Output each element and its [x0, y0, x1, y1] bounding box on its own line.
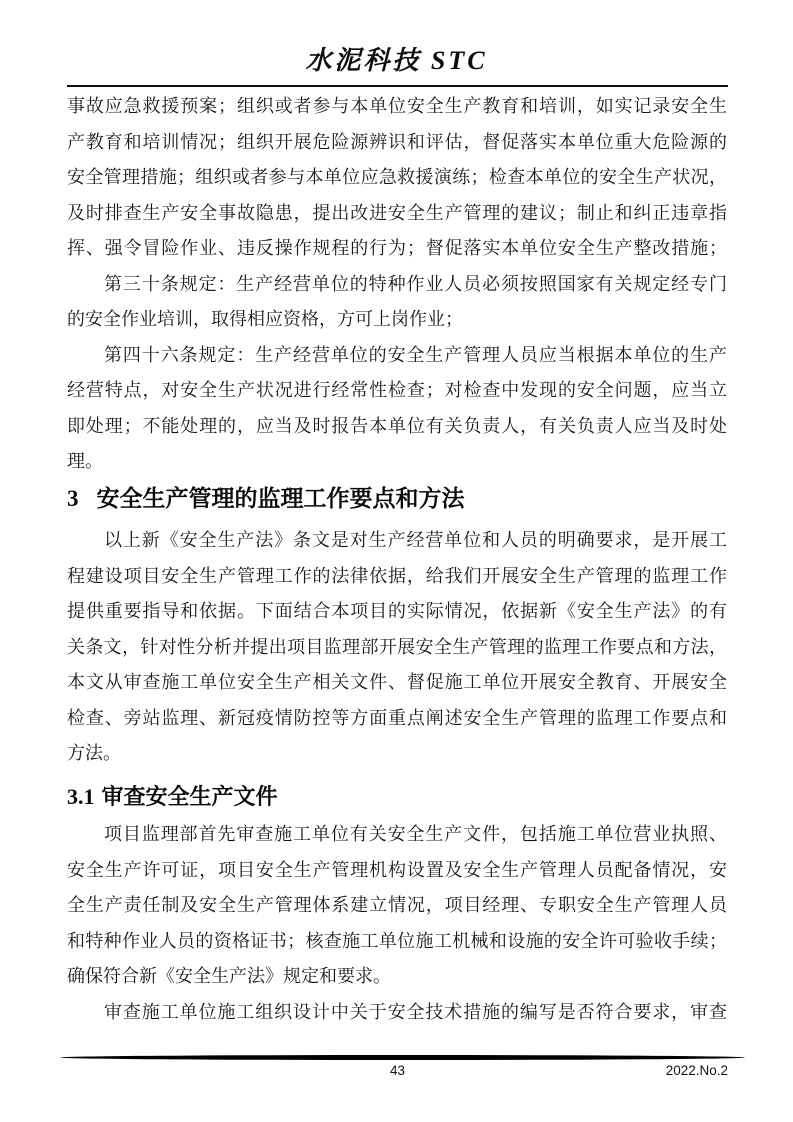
document-body [67, 89, 727, 1030]
body-line: 审查施工单位施工组织设计中关于安全技术措施的编写是否符合要求，审查 [104, 1001, 727, 1022]
body-line: 安全生产许可证，项目安全生产管理机构设置及安全生产管理人员配备情况，安 [67, 859, 727, 880]
section-number: 3.1 [67, 783, 95, 809]
section-title: 审查安全生产文件 [101, 783, 278, 809]
body-line: 项目监理部首先审查施工单位有关安全生产文件，包括施工单位营业执照、 [104, 824, 727, 844]
body-line: 产教育和培训情况；组织开展危险源辨识和评估，督促落实本单位重大危险源的 [67, 131, 727, 152]
body-line: 提供重要指导和依据。下面结合本项目的实际情况，依据新《安全生产法》的有 [67, 601, 727, 621]
body-line: 即处理；不能处理的，应当及时报告本单位有关负责人，有关负责人应当及时处 [67, 415, 727, 436]
body-line: 第四十六条规定：生产经营单位的安全生产管理人员应当根据本单位的生产 [104, 344, 727, 365]
body-line: 方法。 [67, 743, 121, 763]
page-header [0, 0, 793, 77]
body-line: 和特种作业人员的资格证书；核查施工单位施工机械和设施的安全许可验收手续； [67, 930, 727, 951]
header-rule [67, 85, 728, 87]
body-line: 安全管理措施；组织或者参与本单位应急救援演练；检查本单位的安全生产状况， [67, 167, 727, 187]
section-heading-3-1 [67, 783, 727, 811]
section-number: 3 [67, 485, 79, 511]
body-line: 挥、强令冒险作业、违反操作规程的行为；督促落实本单位安全生产整改措施； [67, 238, 727, 258]
footer-rule [60, 1055, 745, 1060]
page-footer [67, 1062, 728, 1079]
body-line: 本文从审查施工单位安全生产相关文件、督促施工单位开展安全教育、开展安全 [67, 672, 727, 692]
body-line: 理。 [67, 451, 103, 471]
body-line: 第三十条规定：生产经营单位的特种作业人员必须按照国家有关规定经专门 [104, 273, 727, 294]
body-line: 经营特点，对安全生产状况进行经常性检查；对检查中发现的安全问题，应当立 [67, 380, 727, 400]
section-title: 安全生产管理的监理工作要点和方法 [96, 484, 465, 511]
issue-label: 2022.No.2 [665, 1063, 728, 1078]
body-line: 程建设项目安全生产管理工作的法律依据，给我们开展安全生产管理的监理工作 [67, 565, 727, 586]
body-line: 检查、旁站监理、新冠疫情防控等方面重点阐述安全生产管理的监理工作要点和 [67, 707, 727, 728]
body-line: 确保符合新《安全生产法》规定和要求。 [67, 966, 391, 986]
body-line: 事故应急救援预案；组织或者参与本单位安全生产教育和培训，如实记录安全生 [67, 96, 727, 116]
journal-title: 水泥科技 STC [305, 46, 488, 75]
body-line: 的安全作业培训，取得相应资格，方可上岗作业； [67, 309, 463, 329]
body-line: 及时排查生产安全事故隐患，提出改进安全生产管理的建议；制止和纠正违章指 [67, 202, 727, 223]
section-heading-3 [67, 483, 727, 514]
body-line: 关条文，针对性分析并提出项目监理部开展安全生产管理的监理工作要点和方法， [67, 636, 727, 657]
body-line: 以上新《安全生产法》条文是对生产经营单位和人员的明确要求，是开展工 [104, 530, 727, 550]
body-line: 全生产责任制及安全生产管理体系建立情况，项目经理、专职安全生产管理人员 [67, 895, 727, 915]
page-number: 43 [389, 1063, 406, 1078]
